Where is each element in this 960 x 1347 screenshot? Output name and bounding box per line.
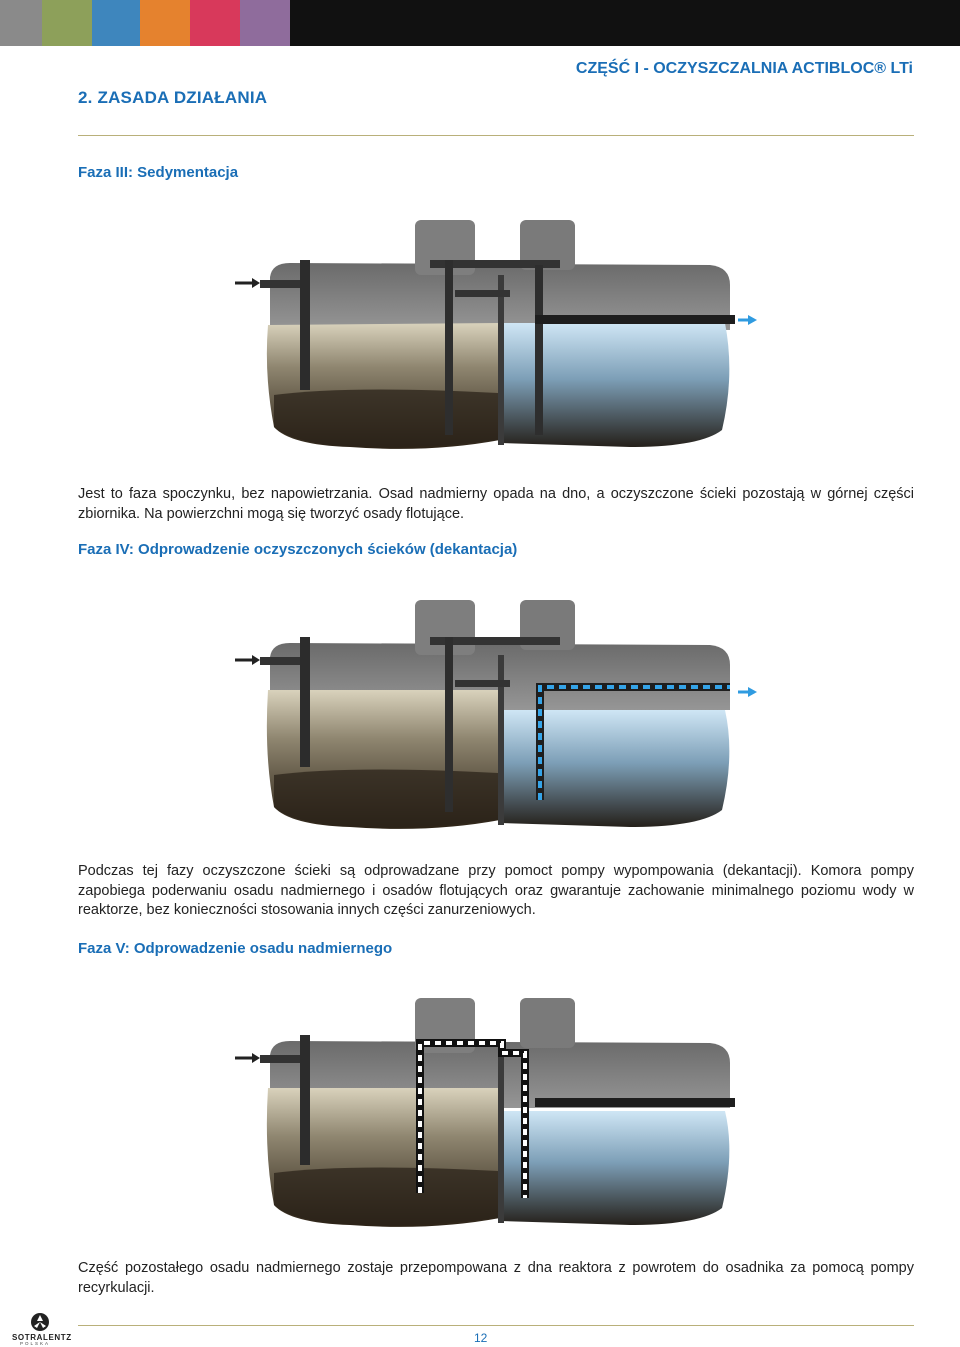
- color-swatch: [92, 0, 140, 46]
- phase-4-title: Faza IV: Odprowadzenie oczyszczonych ścieków (dekantacja): [78, 541, 518, 558]
- color-swatch: [0, 0, 42, 46]
- footer-rule: [78, 1325, 914, 1326]
- color-swatch: [42, 0, 92, 46]
- phase-3-title: Faza III: Sedymentacja: [78, 164, 239, 181]
- logo-name: SOTRALENTZ: [12, 1333, 72, 1342]
- section-title: 2. ZASADA DZIAŁANIA: [78, 88, 268, 107]
- phase-4-text: Podczas tej fazy oczyszczone ścieki są odprowadzane przy pomoct pompy wypompowania (dekantacji). Komora pompy zapobiega poderwaniu osadu nadmiernego i osadów flotujących oraz gwarantuje zachowanie minimalnego poziomu wody w reaktorze, bez konieczności stosowania innych części zanurzeniowych.: [78, 863, 914, 918]
- color-swatch: [190, 0, 240, 46]
- phase-5-tank-diagram: [230, 993, 760, 1248]
- color-swatch: [240, 0, 290, 46]
- phase-4-tank-diagram: [230, 595, 760, 850]
- header-rule: [78, 135, 914, 136]
- color-swatch: [140, 0, 190, 46]
- phase-5-text: Część pozostałego osadu nadmiernego zostaje przepompowana z dna reaktora z powrotem do osadnika za pomocą pompy recyrkulacji.: [78, 1260, 914, 1296]
- phase-3-text: Jest to faza spoczynku, bez napowietrzania. Osad nadmierny opada na dno, a oczyszczone ścieki pozostają w górnej części zbiornika. Na powierzchni mogą się tworzyć osady flotujące.: [78, 486, 914, 522]
- phase-5-title: Faza V: Odprowadzenie osadu nadmiernego: [78, 940, 393, 957]
- phase-3-tank-diagram: [230, 215, 760, 470]
- part-title: CZĘŚĆ I - OCZYSZCZALNIA ACTIBLOC® LTi: [575, 60, 913, 77]
- logo-sub: POLSKA: [20, 1341, 51, 1346]
- page-number: 12: [474, 1331, 488, 1345]
- top-color-bar: [0, 0, 960, 46]
